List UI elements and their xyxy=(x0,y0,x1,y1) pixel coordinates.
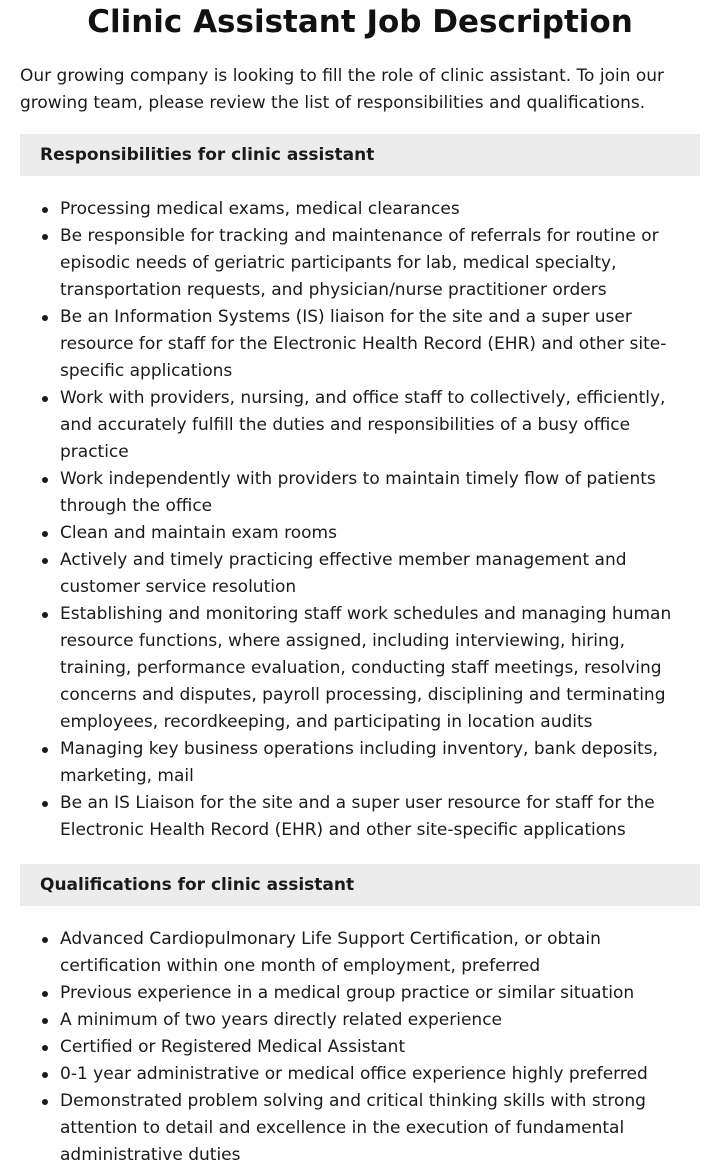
responsibility-item: Be an Information Systems (IS) liaison for the site and a super user resource for staff for the Electronic Health Record (EHR) and other site-specific applications xyxy=(20,304,700,385)
responsibility-item: Processing medical exams, medical clearances xyxy=(20,196,700,223)
responsibility-item: Clean and maintain exam rooms xyxy=(20,520,700,547)
qualification-item: Previous experience in a medical group practice or similar situation xyxy=(20,980,700,1007)
qualification-item: A minimum of two years directly related experience xyxy=(20,1007,700,1034)
qualification-item: Advanced Cardiopulmonary Life Support Certification, or obtain certification within one month of employment, preferred xyxy=(20,926,700,980)
responsibility-item: Be an IS Liaison for the site and a super user resource for staff for the Electronic Health Record (EHR) and other site-specific applications xyxy=(20,790,700,844)
responsibility-item: Managing key business operations including inventory, bank deposits, marketing, mail xyxy=(20,736,700,790)
responsibility-item: Be responsible for tracking and maintenance of referrals for routine or episodic needs of geriatric participants for lab, medical specialty, transportation requests, and physician/nurse practitioner orders xyxy=(20,223,700,304)
qualification-item: Demonstrated problem solving and critical thinking skills with strong attention to detail and excellence in the execution of fundamental administrative duties xyxy=(20,1088,700,1169)
responsibility-item: Work with providers, nursing, and office staff to collectively, efficiently, and accurately fulfill the duties and responsibilities of a busy office practice xyxy=(20,385,700,466)
qualification-item: 0-1 year administrative or medical office experience highly preferred xyxy=(20,1061,700,1088)
page-title: Clinic Assistant Job Description xyxy=(87,4,633,40)
responsibilities-heading: Responsibilities for clinic assistant xyxy=(20,134,700,176)
qualifications-list xyxy=(20,926,700,1169)
qualifications-heading: Qualifications for clinic assistant xyxy=(20,864,700,906)
responsibilities-list xyxy=(20,196,700,844)
responsibility-item: Establishing and monitoring staff work schedules and managing human resource functions, where assigned, including interviewing, hiring, training, performance evaluation, conducting staff meetings, resolving concerns and disputes, payroll processing, disciplining and terminating employees, recordkeeping, and participating in location audits xyxy=(20,601,700,736)
responsibility-item: Actively and timely practicing effective member management and customer service resolution xyxy=(20,547,700,601)
intro-paragraph: Our growing company is looking to fill the role of clinic assistant. To join our growing team, please review the list of responsibilities and qualifications. xyxy=(20,66,665,113)
qualification-item: Certified or Registered Medical Assistant xyxy=(20,1034,700,1061)
responsibility-item: Work independently with providers to maintain timely flow of patients through the office xyxy=(20,466,700,520)
